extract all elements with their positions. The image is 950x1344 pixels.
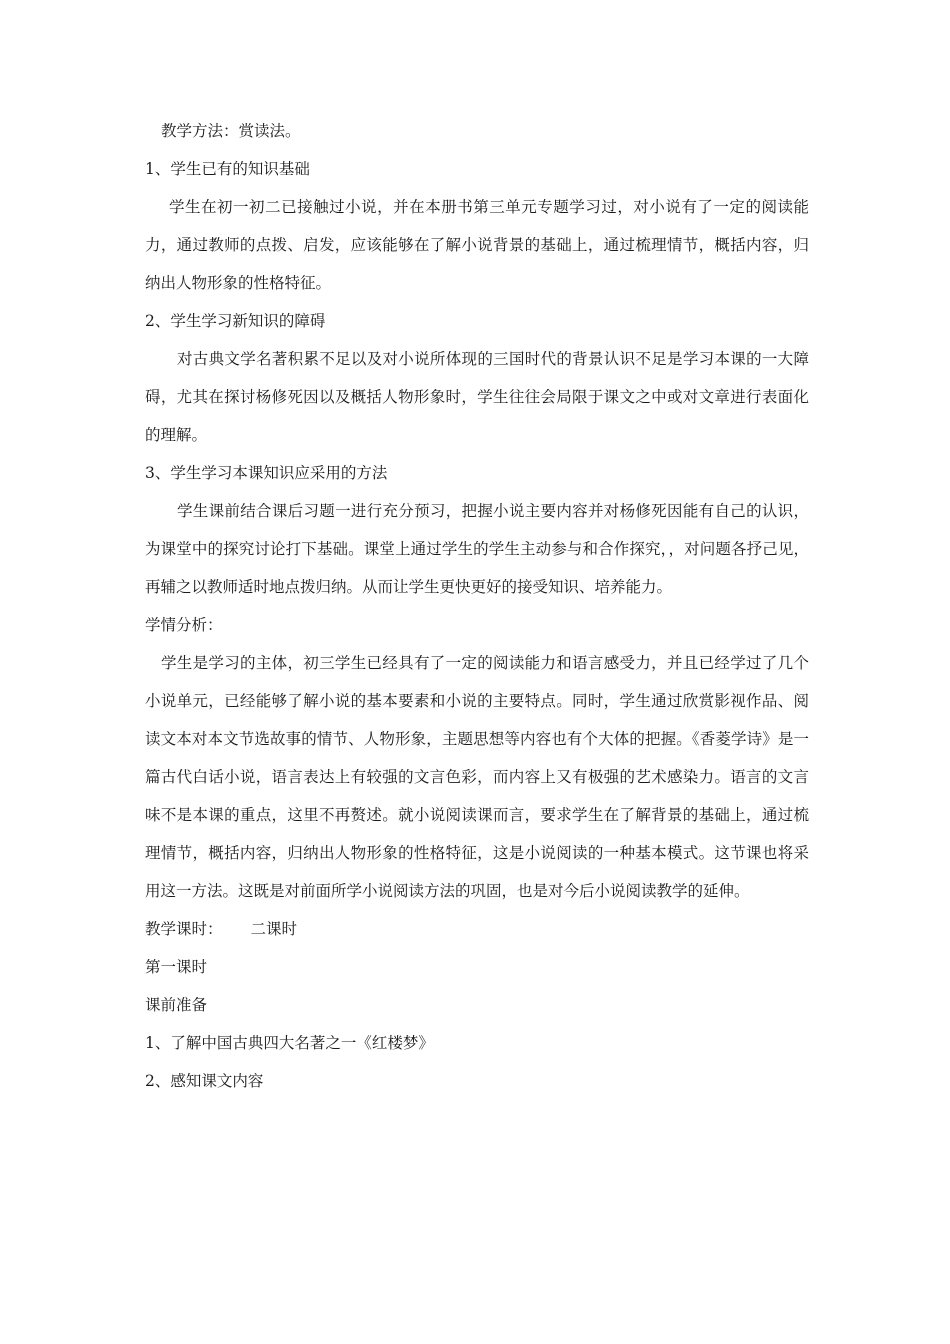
section-1-title: 1、学生已有的知识基础: [145, 160, 310, 178]
section-2-title: 2、学生学习新知识的障碍: [145, 312, 326, 330]
teaching-hours-label: 教学课时：: [145, 920, 223, 938]
lesson-1-title: 第一课时: [145, 958, 208, 976]
teaching-hours-value: 二课时: [250, 920, 298, 938]
prep-title: 课前准备: [145, 996, 208, 1014]
teaching-hours: [145, 910, 809, 948]
analysis-title: 学情分析：: [145, 616, 223, 634]
document-page: [145, 112, 809, 1100]
section-3-body: 学生课前结合课后习题一进行充分预习，把握小说主要内容并对杨修死因能有自己的认识，为课堂中的探究讨论打下基础。课堂上通过学生的学生主动参与和合作探究，，对问题各抒己见，再辅之以教师适时地点拨归纳。从而让学生更快更好的接受知识、培养能力。: [145, 502, 809, 596]
section-2-body: 对古典文学名著积累不足以及对小说所体现的三国时代的背景认识不足是学习本课的一大障碍，尤其在探讨杨修死因以及概括人物形象时，学生往往会局限于课文之中或对文章进行表面化的理解。: [145, 350, 809, 444]
analysis-body: 学生是学习的主体，初三学生已经具有了一定的阅读能力和语言感受力，并且已经学过了几个小说单元，已经能够了解小说的基本要素和小说的主要特点。同时，学生通过欣赏影视作品、阅读文本对本文节选故事的情节、人物形象，主题思想等内容也有个大体的把握。《香菱学诗》是一篇古代白话小说，语言表达上有较强的文言色彩，而内容上又有极强的艺术感染力。语言的文言味不是本课的重点，这里不再赘述。就小说阅读课而言，要求学生在了解背景的基础上，通过梳理情节，概括内容，归纳出人物形象的性格特征，这是小说阅读的一种基本模式。这节课也将采用这一方法。这既是对前面所学小说阅读方法的巩固，也是对今后小说阅读教学的延伸。: [145, 654, 809, 900]
section-1-body: 学生在初一初二已接触过小说，并在本册书第三单元专题学习过，对小说有了一定的阅读能力，通过教师的点拨、启发，应该能够在了解小说背景的基础上，通过梳理情节，概括内容，归纳出人物形象的性格特征。: [145, 198, 809, 292]
prep-item-2: 2、感知课文内容: [145, 1072, 264, 1090]
section-3-title: 3、学生学习本课知识应采用的方法: [145, 464, 388, 482]
prep-item-1: 1、了解中国古典四大名著之一《红楼梦》: [145, 1034, 434, 1052]
teaching-method: 教学方法：赏读法。: [161, 122, 301, 140]
